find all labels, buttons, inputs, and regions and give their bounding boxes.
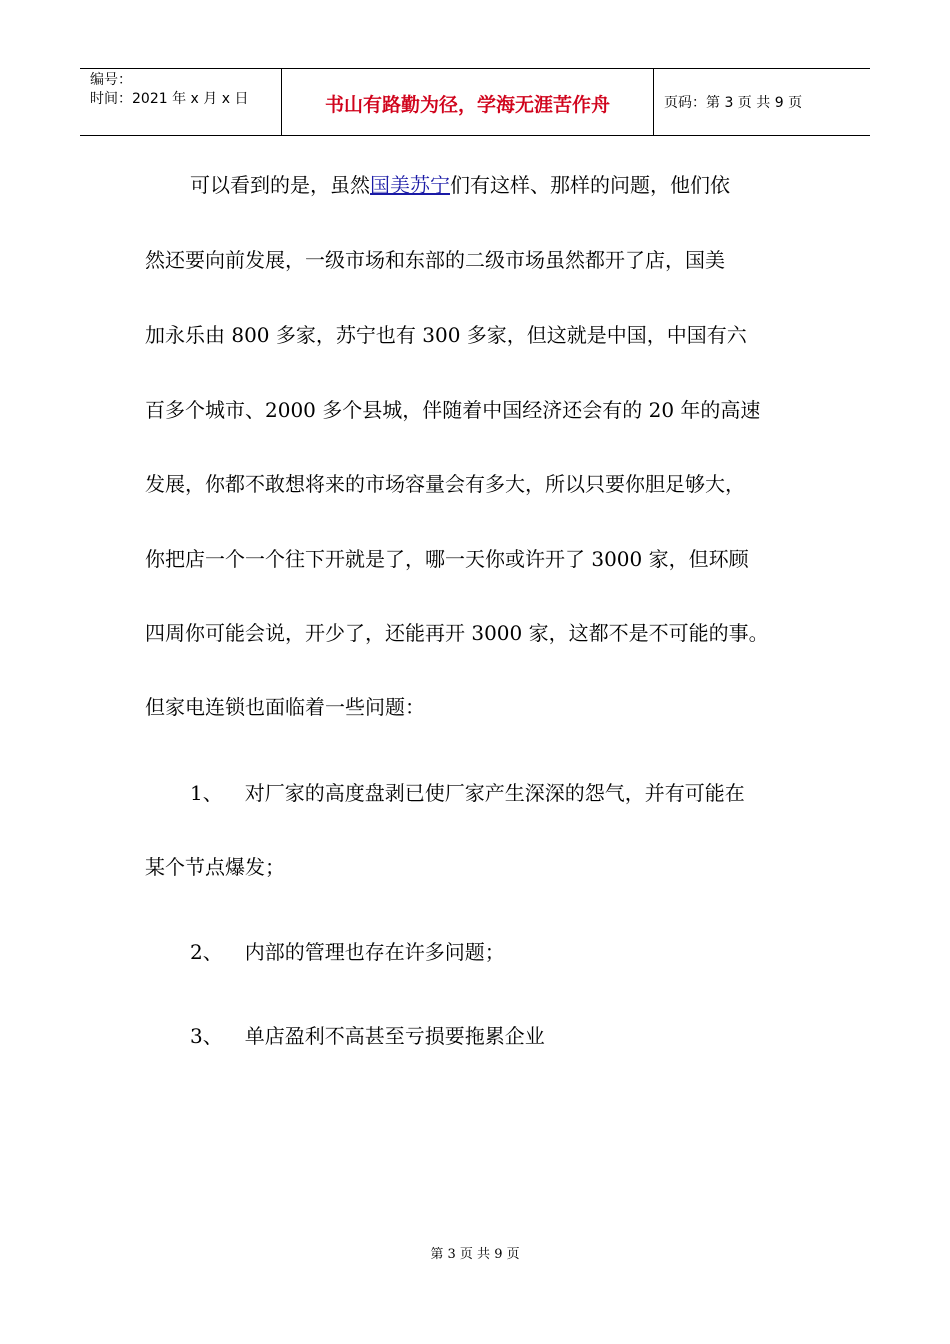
page-footer: 第 3 页 共 9 页 xyxy=(430,1247,520,1262)
list-number: 2、 xyxy=(190,940,223,964)
page-code: 页码：第 3 页 共 9 页 xyxy=(664,95,803,111)
text-run: 可以看到的是，虽然 xyxy=(190,173,370,197)
text-run: 们有这样、那样的问题，他们依 xyxy=(450,173,730,197)
list-item-continuation: 某个节点爆发； xyxy=(145,855,285,879)
list-item xyxy=(190,781,745,805)
list-text: 单店盈利不高甚至亏损要拖累企业 xyxy=(244,1024,545,1048)
number-label: 编号： xyxy=(90,72,132,88)
header-page-cell xyxy=(654,69,870,135)
list-item xyxy=(190,940,505,964)
document-header xyxy=(80,68,870,136)
motto: 书山有路勤为径，学海无涯苦作舟 xyxy=(324,94,610,116)
list-item xyxy=(190,1024,545,1048)
paragraph-line: 发展，你都不敢想将来的市场容量会有多大，所以只要你胆足够大， xyxy=(145,472,745,496)
guomei-suning-link[interactable]: 国美苏宁 xyxy=(370,173,450,197)
list-text: 内部的管理也存在许多问题； xyxy=(244,940,505,964)
header-motto-cell xyxy=(282,69,654,135)
list-number: 3、 xyxy=(190,1024,223,1048)
header-info-cell xyxy=(80,69,282,135)
paragraph-line: 你把店一个一个往下开就是了，哪一天你或许开了 3000 家，但环顾 xyxy=(145,547,749,571)
list-number: 1、 xyxy=(190,781,223,805)
paragraph-line: 四周你可能会说，开少了，还能再开 3000 家，这都不是不可能的事。 xyxy=(145,621,769,645)
paragraph-line: 加永乐由 800 多家，苏宁也有 300 多家，但这就是中国，中国有六 xyxy=(145,323,747,347)
paragraph-line xyxy=(190,173,730,197)
time-label: 时间：2021 年 x 月 x 日 xyxy=(90,91,249,107)
paragraph-line: 但家电连锁也面临着一些问题： xyxy=(145,695,425,719)
paragraph-line: 百多个城市、2000 多个县城，伴随着中国经济还会有的 20 年的高速 xyxy=(145,398,761,422)
paragraph-line: 然还要向前发展，一级市场和东部的二级市场虽然都开了店，国美 xyxy=(145,248,725,272)
list-text: 对厂家的高度盘剥已使厂家产生深深的怨气，并有可能在 xyxy=(244,781,745,805)
